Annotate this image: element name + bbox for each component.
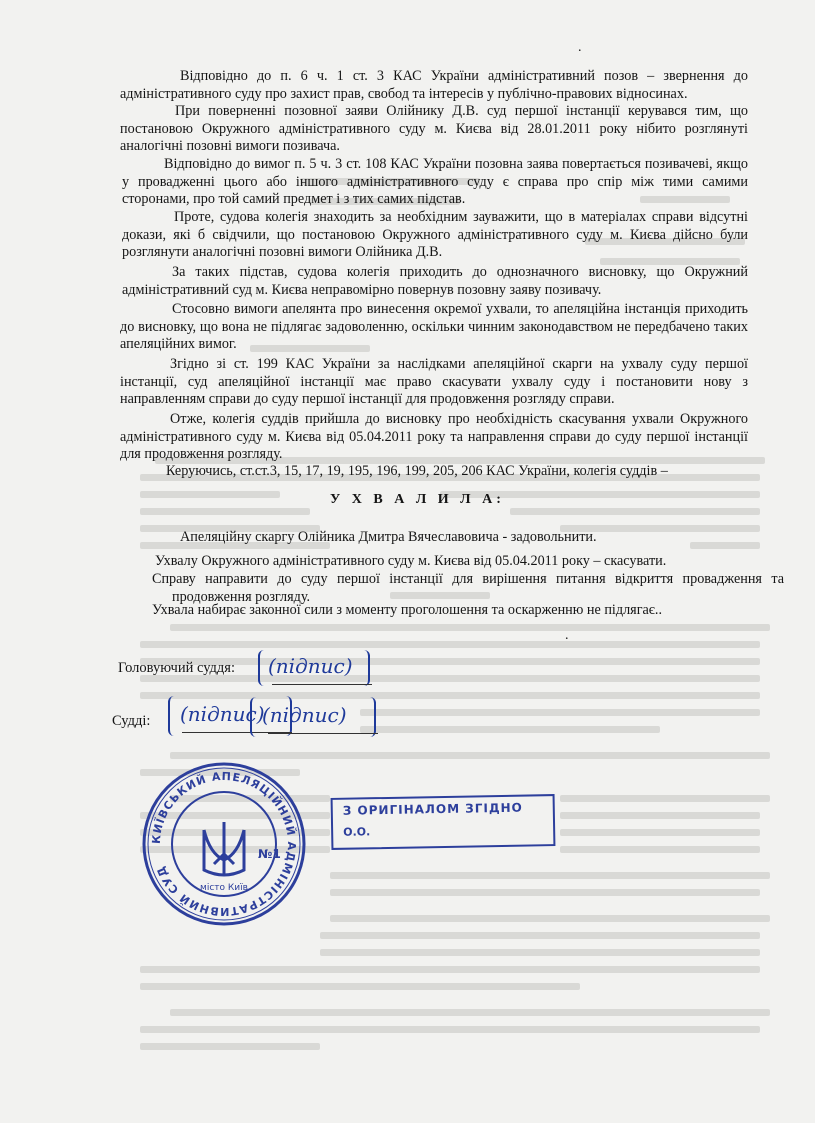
judge-signature-2: (підпис) <box>262 703 347 727</box>
judge-signature-line-2 <box>268 733 378 734</box>
copy-certification-stamp <box>331 794 556 850</box>
seal-number: №1 <box>258 847 281 861</box>
judge-signature-1: (підпис) <box>180 702 265 726</box>
resolution-3: Справу направити до суду першої інстанції для вирішення питання відкриття провадження та продовження розгляду. <box>152 571 784 605</box>
paragraph-1: Відповідно до п. 6 ч. 1 ст. 3 КАС України адміністративний позов – звернення до адміністративного суду про захист прав, свобод та інтересів у публічно-правових відносинах. <box>120 68 748 102</box>
trident-icon <box>204 822 244 875</box>
paragraph-8: Отже, колегія суддів прийшла до висновку про необхідність скасування ухвали Окружного адміністративного суду м. Києва від 05.04.2011 року та направлення справи до суду першої інстанції для продовження розгляду. <box>120 411 748 462</box>
copy-stamp-line2: О.О. <box>343 825 371 839</box>
court-seal <box>140 760 308 928</box>
paragraph-2: При поверненні позовної заяви Олійнику Д.В. суд першої інстанції керувався тим, що постановою Окружного адміністративного суду м. Києва від 28.01.2011 року нібито розглянуті аналогічні позовні вимоги позивача. <box>120 103 748 154</box>
copy-stamp-line1: З ОРИГІНАЛОМ ЗГІДНО <box>342 800 523 818</box>
resolution-2: Ухвалу Окружного адміністративного суду м. Києва від 05.04.2011 року – скасувати. <box>155 553 667 569</box>
paragraph-9: Керуючись, ст.ст.3, 15, 17, 19, 195, 196, 199, 205, 206 КАС України, колегія суддів – <box>166 463 668 479</box>
presiding-signature: (підпис) <box>268 654 353 678</box>
stray-mark: . <box>565 628 569 643</box>
paragraph-4: Проте, судова колегія знаходить за необхідним зауважити, що в матеріалах справи відсутні докази, які б свідчили, що постановою Окружного адміністративного суду м. Києва дійсно були розглянути аналогічні позовні вимоги Олійника Д.В. <box>122 209 748 260</box>
resolution-1: Апеляційну скаргу Олійника Дмитра Вячеславовича - задовольнити. <box>180 529 597 545</box>
paragraph-5: За таких підстав, судова колегія приходить до однозначного висновку, що Окружний адміністративний суд м. Києва неправомірно повернув позовну заяву позивачу. <box>122 264 748 298</box>
page-dot: . <box>578 40 582 55</box>
paragraph-3: Відповідно до вимог п. 5 ч. 3 ст. 108 КАС України позовна заява повертається позивачеві, якщо у провадженні цього або іншого адміністративного суду є справа про спір між тими самими сторонами, про той самий предмет і з тих самих підстав. <box>122 156 748 207</box>
presiding-judge-label: Головуючий суддя: <box>118 660 236 676</box>
paragraph-6: Стосовно вимоги апелянта про винесення окремої ухвали, то апеляційна інстанція приходить до висновку, що вона не підлягає задоволенню, оскільки чинним законодавством не передбачено таких апеляційних вимог. <box>120 301 748 352</box>
judges-label: Судді: <box>112 713 151 729</box>
resolution-4: Ухвала набирає законної сили з моменту проголошення та оскарженню не підлягає.. <box>152 602 662 618</box>
seal-ring-text: КИЇВСЬКИЙ АПЕЛЯЦІЙНИЙ АДМІНІСТРАТИВНИЙ СУД <box>149 769 299 919</box>
presiding-signature-line <box>272 684 372 685</box>
paragraph-7: Згідно зі ст. 199 КАС України за наслідками апеляційної скарги на ухвалу суду першої інстанції, суд апеляційної інстанції має право скасувати ухвалу суду і постановити нову з направленням справи до суду першої інстанції для продовження розгляду справи. <box>120 356 748 407</box>
resolution-heading: У Х В А Л И Л А: <box>330 492 505 507</box>
seal-inner-text: місто Київ <box>200 883 248 893</box>
